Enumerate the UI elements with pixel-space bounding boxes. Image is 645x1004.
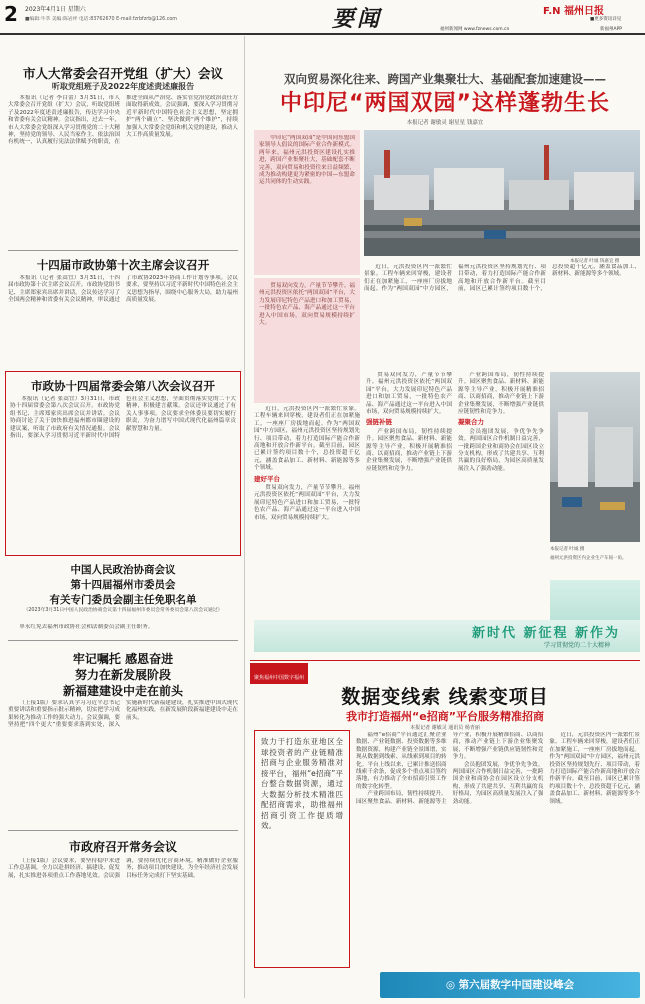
a1-title: 市人大常委会召开党组（扩大）会议: [22, 66, 223, 81]
photo-2-credit: 本报记者 叶诚 摄: [550, 547, 585, 552]
bottom-body-text-3: 会员抱团发展，争优争先争效。两国园区合作机制日益完善，一批跨国企业和商协会在园区设立分支机构，形成了共建共享、互利共赢的良好格局，为园区高质量发展注入了强劲动能。: [452, 761, 544, 805]
feature-col-b-text-2: 产业跨国布局，韧性持续提升。园区聚焦食品、新材料、新能源等主导产业，积极开展精准招商、以商招商，推动产业链上下游企业集聚发展，不断增强产业链供应链韧性和竞争力。: [366, 428, 452, 472]
subhead-strengthen-chain: 强链补链: [366, 418, 392, 427]
a2-title: 十四届市政协第十次主席会议召开: [36, 258, 210, 272]
divider-line: [8, 640, 238, 641]
feature-col-b: [366, 372, 452, 617]
bottom-tag: [250, 663, 308, 684]
feature-intro-box: [254, 130, 360, 275]
bottom-subheadline: 我市打造福州“e招商”平台服务精准招商: [346, 710, 544, 723]
bottom-headline: 数据变线索 线索变项目: [341, 686, 549, 708]
a3-body: [10, 396, 236, 551]
feature-kicker: 双向贸易深化往来、跨国产业集聚壮大、基础配套加速建设——: [284, 72, 606, 86]
header-bar: [0, 0, 645, 34]
feature-headline: 中印尼“两国双园”这样蓬勃生长: [280, 91, 610, 116]
photo-credit: 本报记者 叶诚 钱嘉宜 摄: [570, 259, 620, 264]
a4-body-text: 单永红免去福州市政协社会和法制委员会副主任职务。: [19, 624, 154, 630]
feature-col-a-text: 近日，元洪投资区内一派繁忙景象。工程车辆来回穿梭，建设者们正在加紧施工，一座座厂房拔地而起。作为“两国双园”中方园区，福州元洪投资区坚持规划先行、项目带动，着力打造国际产能合作新高地和开放合作新平台。截至目前，园区已累计签约项目数十个，总投资超千亿元，涵盖食品加工、新材料、新能源等多个领域。: [254, 406, 360, 472]
feature-col-b-text: 贸易双向发力，产量节节攀升。福州元洪投资区依托“两国双园”平台，大力发展印尼特色产品进口和加工贸易，一批特色农产品、海产品通过这一平台进入中国市场，双向贸易规模持续扩大。: [366, 372, 452, 416]
a4-body: [8, 624, 238, 636]
issue-date: 2023年4月1日 星期六: [25, 6, 86, 13]
section-name: 要闻: [332, 7, 383, 32]
a3-body-text: 本报讯（记者 张嵩宜）3月31日，市政协十四届常委会第八次会议召开。市政协党组书记、主席郑家宾出席会议并讲话。会议协商讨论了关于加快推进福州都市圈建设的建议案，听取了市政府有关情况通报。会议指出，要深入学习贯彻习近平新时代中国特色社会主义思想，全面贯彻落实党的二十大精神，积极建言献策。会议还审议通过了有关人事事项。会议要求全体委员要切实履行职责，为奋力谱写中国式现代化福州篇章贡献智慧和力量。: [10, 396, 236, 440]
a4-title-3: 有关专门委员会副主任免职名单: [49, 594, 197, 606]
bottom-body: [356, 732, 640, 968]
divider-line: [8, 250, 238, 251]
bottom-byline: 本报记者 谢敏灵 通讯员 杨青丽: [410, 725, 480, 731]
ad-title: 新时代 新征程 新作为: [471, 626, 620, 641]
column-divider: [244, 36, 245, 998]
bottom-intro-box: [254, 730, 350, 968]
photo-2-caption: 福州元洪投资区内企业生产车间一角。: [550, 556, 627, 561]
feature-body1-text: 近日，元洪投资区内一派繁忙景象。工程车辆来回穿梭，建设者们正在加紧施工，一座座厂房拔地而起。作为“两国双园”中方园区，福州元洪投资区坚持规划先行、项目带动，着力打造国际产能合作新高地和开放合作新平台。截至目前，园区已累计签约项目数十个，总投资超千亿元，涵盖食品加工、新材料、新能源等多个领域。: [364, 264, 640, 293]
a5-body: [8, 700, 238, 820]
feature-col-c-text: 产业跨国布局，韧性持续提升。园区聚焦食品、新材料、新能源等主导产业，积极开展精准招商、以商招商，推动产业链上下游企业集聚发展，不断增强产业链供应链韧性和竞争力。: [458, 372, 544, 416]
a6-body-text: （上接1版）会议要求，要坚持稳中求进工作总基调，全力以赴拼经济、搞建设、促发展，扎实推进各项重点工作落地见效。会议强调，要持续优化营商环境，精准做好企业服务，推动项目加快建设，为全年经济社会发展目标任务完成打下坚实基础。: [8, 858, 238, 879]
subhead-build-platform: 建好平台: [254, 474, 280, 483]
a1-subtitle: 听取党组班子及2022年度述责述廉报告: [51, 82, 195, 91]
divider-line: [8, 830, 238, 831]
a6-body: [8, 858, 238, 998]
a1-body-text: 本报讯（记者 李白蕾）3月31日，市人大常委会召开党组（扩大）会议，听取党组班子及2022年度述责述廉报告，传达学习中央和省委有关会议精神。会议指出，过去一年，市人大常委会党组深入学习贯彻党的二十大精神，坚持党的领导、人民当家作主、依法治国有机统一，认真履行宪法法律赋予的职责，在推进全面从严治党、落实管党治党政治责任方面取得新成效。会议强调，要深入学习贯彻习近平新时代中国特色社会主义思想，坚定拥护“两个确立”、坚决做到“两个维护”，持续加强人大常委会党组和机关党的建设，推动人大工作高质量发展。: [8, 95, 238, 146]
bottom-tag-label: 聚焦福州中国数字福州: [254, 675, 305, 681]
feature-col-c: [458, 372, 544, 617]
a3-title: 市政协十四届常委会第八次会议召开: [31, 379, 215, 393]
feature-intro-cont: [254, 278, 360, 403]
contact-line: ■编辑:牛萃 美编:陈岩坪 电话:83762670 E-mail:fzrbfzrb@126.com: [25, 17, 177, 22]
more-info-label: ■更多资讯详见: [590, 17, 622, 22]
a5-body-text: （上接1版）要求认真学习习近平总书记重要讲话和重要指示批示精神，切实把学习成果转化为推动工作的强大动力。会议强调，要坚持把“四个更大”重要要求落到实处，深入实施新时代新福建建设，扎实推进中国式现代化福州实践，在新发展阶段新福建建设中走在前头。: [8, 700, 238, 729]
website-label: 福州新闻网 www.fznews.com.cn: [440, 27, 510, 32]
bottom-body-text-4: 近日，元洪投资区内一派繁忙景象。工程车辆来回穿梭，建设者们正在加紧施工，一座座厂房拔地而起。作为“两国双园”中方园区，福州元洪投资区坚持规划先行、项目带动，着力打造国际产能合作新高地和开放合作新平台。截至目前，园区已累计签约项目数十个，总投资超千亿元，涵盖食品加工、新材料、新能源等多个领域。: [549, 732, 640, 805]
feature-col-c-text-2: 会员抱团发展，争优争先争效。两国园区合作机制日益完善，一批跨国企业和商协会在园区设立分支机构，形成了共建共享、互利共赢的良好格局，为园区高质量发展注入了强劲动能。: [458, 428, 544, 472]
feature-col-a: [254, 406, 360, 616]
subhead-gather-strength: 凝聚合力: [458, 418, 484, 427]
ad-subtitle: 学习贯彻党的二十大精神: [543, 642, 610, 649]
feature-intro-text: 中印尼“两国双园”是中国同东盟国家领导人倡议的国际产业合作新模式。两年来，福州元洪投资区建设扎实推进，跨国产业集聚壮大，基础配套不断完善，双向贸易和投资往来日益频繁，成为推动构建更为紧密的中国—东盟命运共同体的生动实践。: [259, 135, 355, 186]
feature-byline: 本报记者 谢敏灵 谢星星 钱嘉宜: [406, 120, 484, 126]
footer-banner-label: ◎ 第六届数字中国建设峰会: [445, 979, 575, 991]
a6-title: 市政府召开常务会议: [68, 840, 177, 854]
a2-body: [8, 275, 238, 363]
bottom-intro: 致力于打造东亚地区全球投资者的产业链精准招商与企业服务精准对接平台，福州“e招商”平台整合数据资源，通过大数据分析技术精准匹配招商需求，助推福州招商引资工作提质增效。: [261, 737, 343, 830]
feature-photo-2: [550, 372, 640, 542]
a4-note: （2023年3月31日中国人民政治协商会议第十四届福州市委员会常务委员会第八次会议通过）: [23, 608, 223, 613]
a5-title-2: 努力在新发展阶段: [74, 668, 171, 682]
industrial-park-photo: [364, 130, 640, 256]
a2-body-text: 本报讯（记者 张嵩宜）3月31日，十四届市政协第十次主席会议召开。市政协党组书记、主席郑家宾出席并讲话。会议传达学习了全国两会精神和省委有关会议精神，审议通过了市政协2023年协商工作计划等事项。会议要求，要坚持以习近平新时代中国特色社会主义思想为指导，围绕中心服务大局，助力福州高质量发展。: [8, 275, 238, 304]
bottom-body-text: 福州“e招商”平台通过汇聚企业数据、产业链数据、投资数据等多维数据资源，构建产业链全景图谱，实现从数据到线索、从线索到项目的转化。平台上线以来，已累计推送招商线索千余条，促成多个重点项目签约落地，有力推动了全市招商引资工作的数字化转型。: [356, 732, 447, 790]
a1-body: [8, 95, 238, 247]
bottom-body-text-2: 产业跨国布局，韧性持续提升。园区聚焦食品、新材料、新能源等主导产业，积极开展精准招商、以商招商，推动产业链上下游企业集聚发展，不断增强产业链供应链韧性和竞争力。: [356, 732, 544, 805]
header-rule: [0, 33, 645, 35]
feature-intro: [259, 135, 355, 270]
feature-body1: [364, 264, 640, 368]
a4-title-2: 第十四届福州市委员会: [70, 579, 176, 591]
feature-photo: [364, 130, 640, 256]
factory-workshop-photo: [550, 372, 640, 542]
app-label: 新福州APP: [600, 27, 623, 32]
feature-col-a-text-2: 贸易双向发力，产量节节攀升。福州元洪投资区依托“两国双园”平台，大力发展印尼特色产品进口和加工贸易，一批特色农产品、海产品通过这一平台进入中国市场，双向贸易规模持续扩大。: [254, 485, 360, 521]
masthead-logo: F.N 福州日报: [543, 6, 605, 17]
a5-title-1: 牢记嘱托 感恩奋进: [72, 652, 174, 666]
bottom-rule: [250, 660, 640, 661]
page-number: 2: [4, 2, 18, 26]
a4-title-1: 中国人民政治协商会议: [70, 564, 176, 576]
a5-title-3: 新福建建设中走在前头: [62, 684, 183, 698]
feature-intro-cont-text: 贸易双向发力，产量节节攀升。福州元洪投资区依托“两国双园”平台，大力发展印尼特色产品进口和加工贸易，一批特色农产品、海产品通过这一平台进入中国市场，双向贸易规模持续扩大。: [259, 283, 355, 327]
